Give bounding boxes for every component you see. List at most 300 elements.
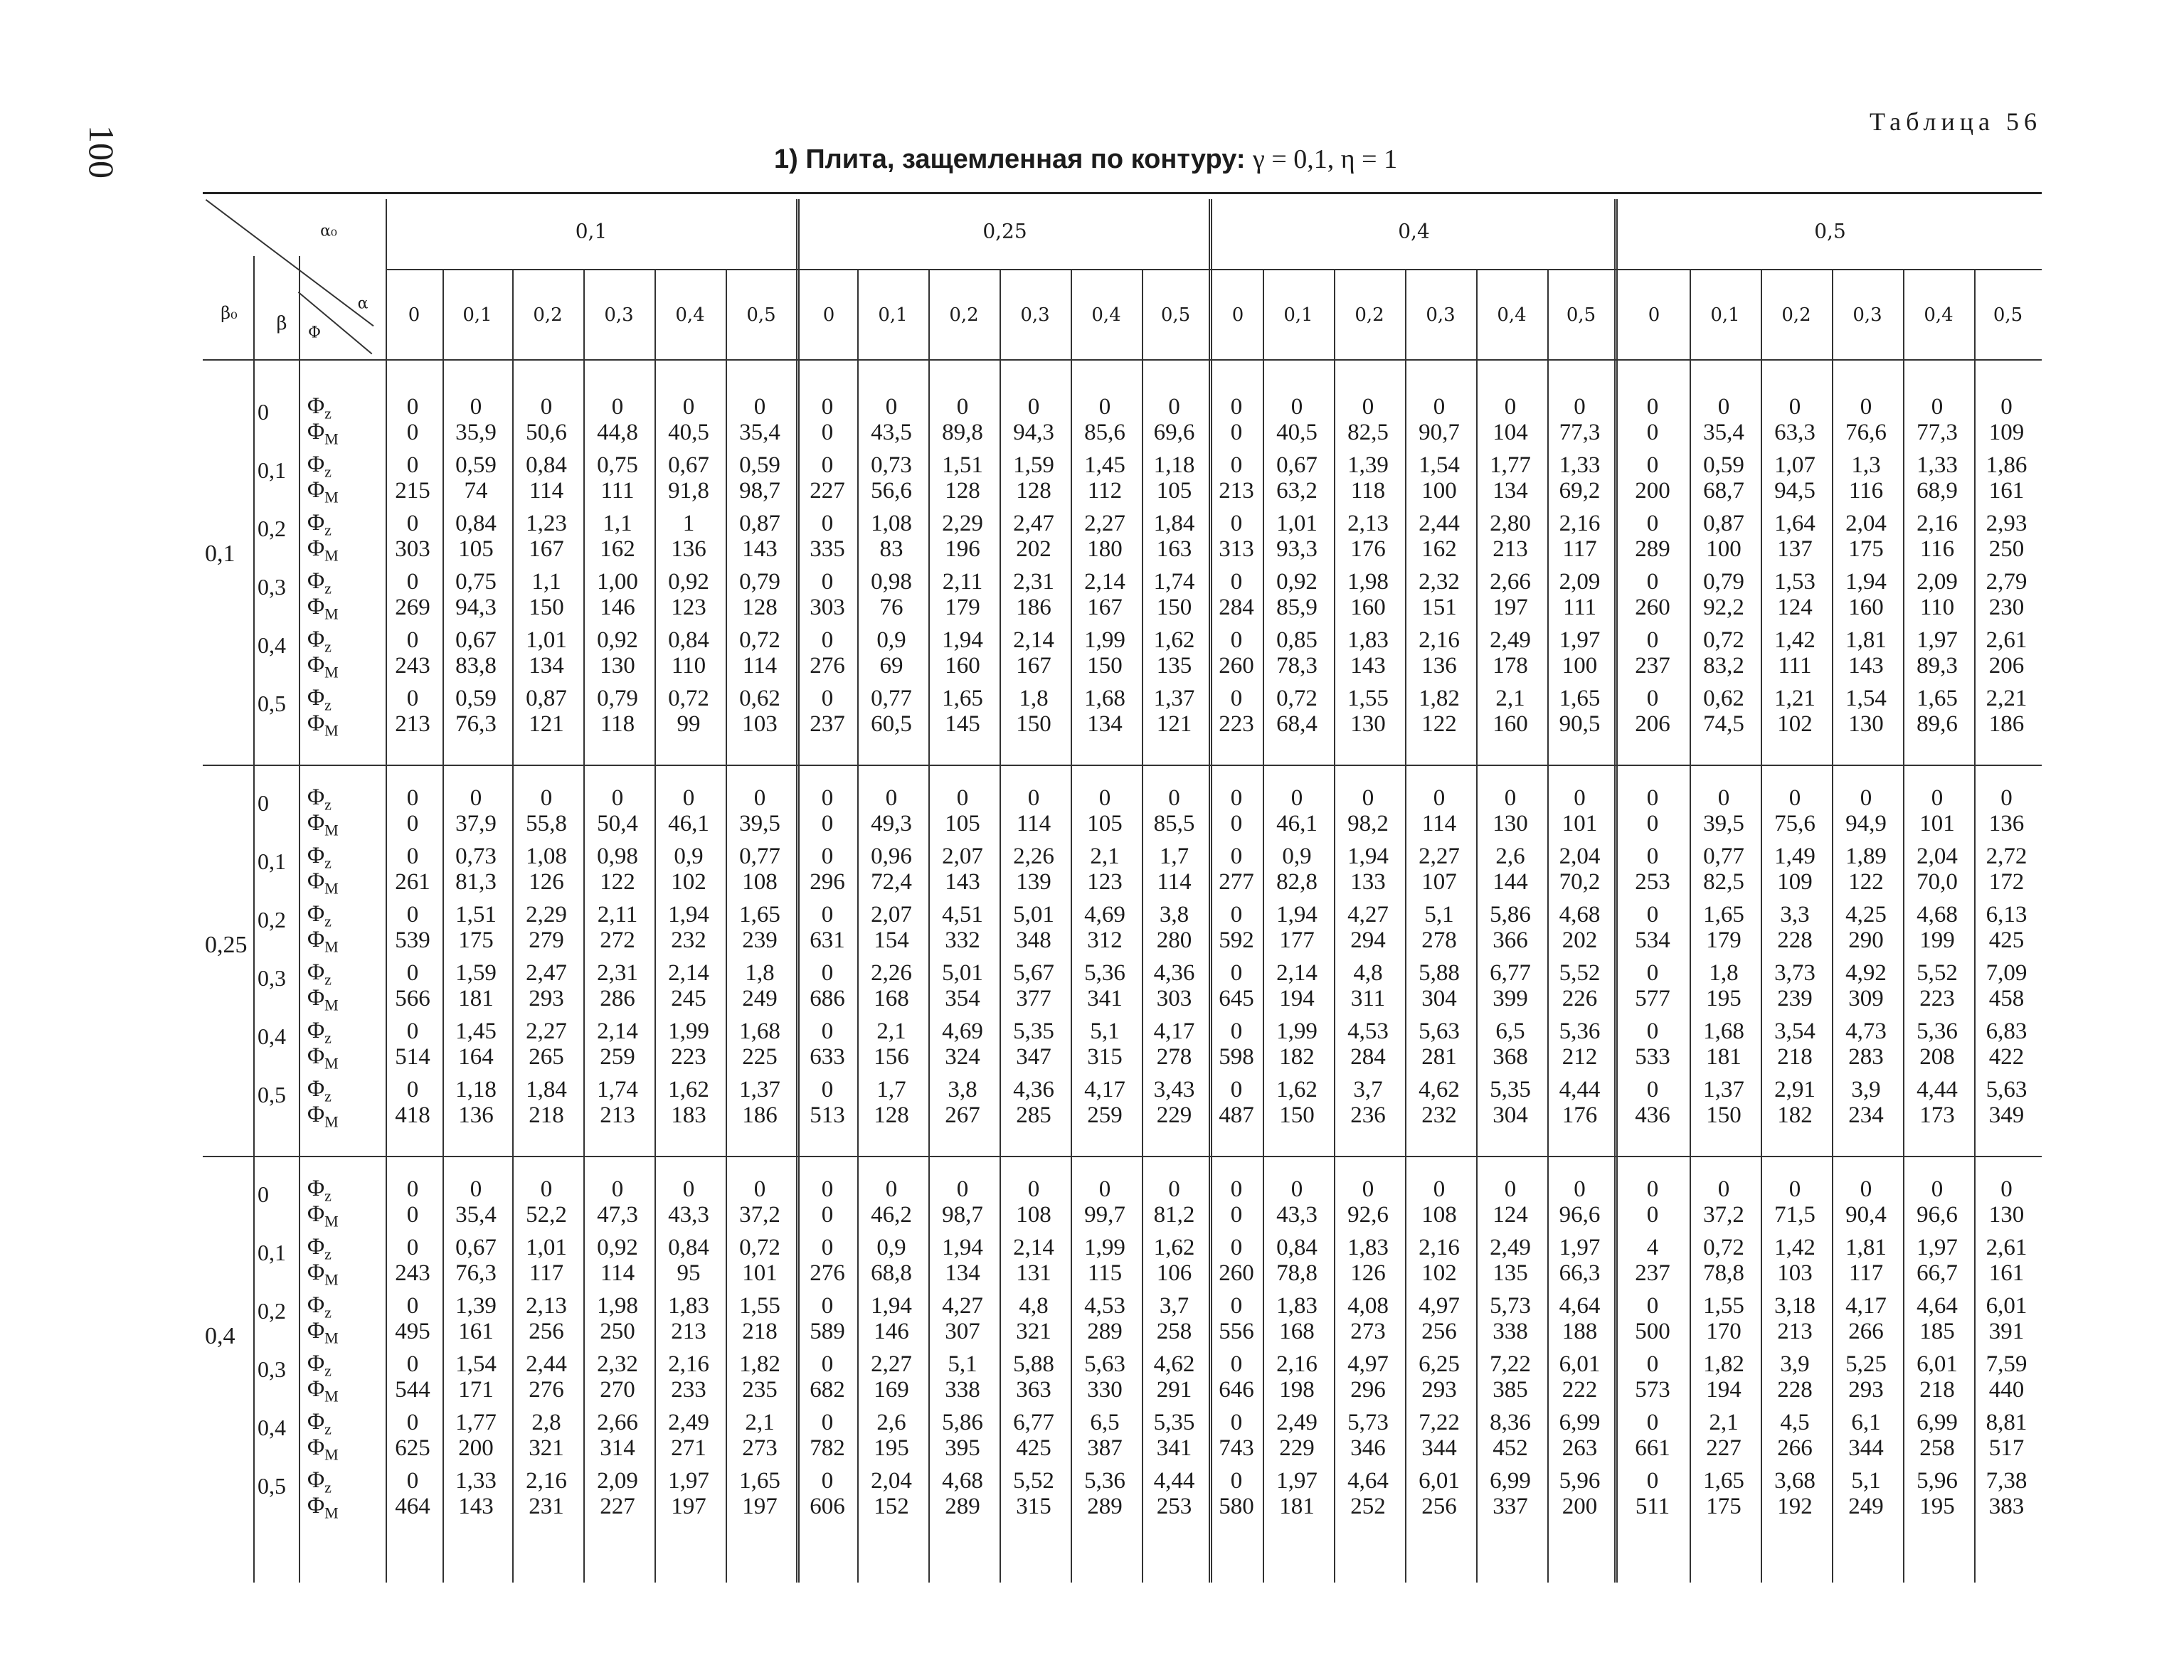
table-cell-z: 1,83 [1347, 627, 1389, 653]
table-cell-m: 256 [529, 1319, 564, 1344]
table-cell-m: 511 [1635, 1494, 1670, 1519]
table-cell-z: 1,01 [526, 627, 567, 653]
table-cell-z: 0 [406, 452, 419, 478]
table-cell-m: 101 [1919, 811, 1955, 836]
table-cell-z: 0 [1098, 785, 1111, 811]
table-cell-z: 1,55 [1703, 1293, 1744, 1319]
table-cell-m: 646 [1219, 1377, 1254, 1403]
table-cell-z: 0 [1788, 1176, 1801, 1202]
table-cell-z: 0 [1230, 569, 1243, 595]
table-cell-z: 0 [611, 785, 624, 811]
table-cell-m: 130 [1350, 711, 1386, 737]
function-label-phi-z: $\Phi_z$ [307, 452, 332, 481]
table-cell-z: 1,07 [1774, 452, 1815, 478]
table-cell-z: 0,73 [871, 452, 912, 478]
table-cell-z: 6,83 [1986, 1019, 2027, 1044]
table-cell-z: 1,1 [531, 569, 561, 595]
table-cell-z: 5,35 [1153, 1410, 1195, 1435]
table-cell-z: 2,32 [597, 1351, 638, 1377]
function-label-phi-m: $\Phi_M$ [307, 985, 339, 1014]
function-label-phi-z: $\Phi_z$ [307, 1409, 332, 1438]
table-cell-z: 2,6 [1495, 844, 1525, 869]
table-cell-m: 235 [742, 1377, 778, 1403]
table-cell-m: 150 [1087, 653, 1123, 679]
alpha0-value-1: 0,25 [982, 219, 1027, 243]
column-rule-1-4 [1071, 269, 1072, 1583]
table-cell-m: 123 [671, 595, 706, 620]
alpha-value-1-3: 0,3 [1020, 304, 1050, 326]
function-label-phi-m: $\Phi_M$ [307, 1435, 339, 1464]
table-cell-z: 1,82 [1703, 1351, 1744, 1377]
table-cell-m: 633 [810, 1044, 845, 1070]
table-cell-z: 0 [821, 569, 834, 595]
table-cell-z: 0 [1717, 394, 1730, 420]
table-cell-m: 289 [1635, 536, 1670, 562]
table-cell-z: 2,16 [1419, 627, 1460, 653]
table-cell-z: 0 [1574, 785, 1586, 811]
table-cell-z: 0 [821, 627, 834, 653]
first-data-column-rule [386, 199, 387, 1583]
block-separator-1 [796, 199, 800, 1583]
table-cell-z: 1,98 [1347, 569, 1389, 595]
table-cell-m: 175 [458, 927, 494, 953]
beta-label-2-4: 0,4 [258, 1415, 286, 1440]
table-cell-z: 1,77 [455, 1410, 497, 1435]
table-cell-m: 186 [742, 1102, 778, 1128]
table-cell-m: 162 [600, 536, 635, 562]
beta-label-2-5: 0,5 [258, 1473, 286, 1499]
table-cell-z: 0 [1230, 1293, 1243, 1319]
table-cell-m: 71,5 [1774, 1202, 1815, 1228]
table-cell-z: 1,00 [597, 569, 638, 595]
table-cell-z: 6,99 [1917, 1410, 1958, 1435]
table-cell-m: 105 [945, 811, 980, 836]
table-cell-m: 123 [1087, 869, 1123, 895]
table-cell-m: 37,2 [1703, 1202, 1744, 1228]
block-separator-3 [1614, 199, 1618, 1583]
column-rule-3-5 [1974, 269, 1976, 1583]
table-cell-z: 5,86 [1490, 902, 1531, 927]
table-cell-m: 227 [600, 1494, 635, 1519]
table-cell-m: 253 [1156, 1494, 1192, 1519]
table-cell-z: 4,17 [1845, 1293, 1887, 1319]
table-cell-z: 2,04 [1917, 844, 1958, 869]
table-cell-m: 92,6 [1347, 1202, 1389, 1228]
table-cell-m: 150 [1156, 595, 1192, 620]
table-cell-z: 0 [406, 1176, 419, 1202]
table-cell-m: 136 [458, 1102, 494, 1128]
table-cell-m: 40,5 [668, 420, 709, 445]
table-cell-z: 1,94 [1845, 569, 1887, 595]
table-cell-z: 2,49 [668, 1410, 709, 1435]
table-cell-m: 145 [945, 711, 980, 737]
table-cell-m: 625 [395, 1435, 430, 1461]
table-cell-m: 273 [742, 1435, 778, 1461]
alpha-value-1-1: 0,1 [878, 304, 908, 326]
table-cell-m: 68,9 [1917, 478, 1958, 504]
column-rule-0-3 [583, 269, 585, 1583]
table-cell-z: 1,77 [1490, 452, 1531, 478]
table-cell-m: 249 [742, 986, 778, 1011]
table-cell-z: 0 [821, 960, 834, 986]
table-cell-m: 418 [395, 1102, 430, 1128]
table-cell-m: 100 [1706, 536, 1742, 562]
table-cell-m: 293 [1421, 1377, 1457, 1403]
table-cell-z: 0 [1931, 394, 1944, 420]
table-cell-z: 1,18 [1153, 452, 1195, 478]
table-cell-m: 0 [1230, 420, 1243, 445]
table-cell-z: 5,36 [1084, 960, 1125, 986]
header-rule-bottom [203, 359, 2042, 361]
table-cell-z: 2,27 [1084, 511, 1125, 536]
table-cell-z: 2,04 [1845, 511, 1887, 536]
table-cell-m: 182 [1279, 1044, 1315, 1070]
table-cell-m: 197 [671, 1494, 706, 1519]
alpha-value-0-0: 0 [408, 304, 420, 326]
table-cell-m: 303 [810, 595, 845, 620]
table-cell-m: 782 [810, 1435, 845, 1461]
table-cell-m: 76,3 [455, 711, 497, 737]
table-cell-m: 77,3 [1559, 420, 1601, 445]
table-cell-m: 121 [529, 711, 564, 737]
table-cell-z: 1,39 [455, 1293, 497, 1319]
table-cell-m: 40,5 [1276, 420, 1318, 445]
table-cell-m: 69,2 [1559, 478, 1601, 504]
table-cell-z: 3,9 [1780, 1351, 1810, 1377]
table-cell-m: 197 [1493, 595, 1528, 620]
table-cell-m: 344 [1421, 1435, 1457, 1461]
table-cell-z: 5,96 [1559, 1468, 1601, 1494]
table-cell-m: 150 [1279, 1102, 1315, 1128]
table-cell-z: 0 [1230, 844, 1243, 869]
table-cell-m: 82,5 [1703, 869, 1744, 895]
table-cell-m: 252 [1350, 1494, 1386, 1519]
table-cell-m: 277 [1219, 869, 1254, 895]
table-cell-z: 3,9 [1851, 1077, 1881, 1102]
table-cell-m: 283 [1848, 1044, 1884, 1070]
table-cell-m: 577 [1635, 986, 1670, 1011]
table-cell-m: 354 [945, 986, 980, 1011]
table-cell-z: 7,22 [1419, 1410, 1460, 1435]
table-cell-z: 2,47 [526, 960, 567, 986]
column-rule-2-5 [1547, 269, 1549, 1583]
table-cell-m: 237 [1635, 653, 1670, 679]
table-cell-z: 4,8 [1019, 1293, 1049, 1319]
table-cell-z: 1,94 [942, 1235, 983, 1260]
table-cell-m: 258 [1919, 1435, 1955, 1461]
table-cell-z: 1,59 [455, 960, 497, 986]
table-cell-z: 0 [1646, 1410, 1659, 1435]
table-cell-z: 0 [1646, 511, 1659, 536]
table-cell-z: 0 [1230, 1468, 1243, 1494]
table-cell-z: 0 [1646, 844, 1659, 869]
table-cell-m: 183 [671, 1102, 706, 1128]
table-cell-m: 74,5 [1703, 711, 1744, 737]
function-label-phi-m: $\Phi_M$ [307, 477, 339, 506]
table-cell-z: 0 [1433, 785, 1446, 811]
table-cell-z: 0 [406, 844, 419, 869]
table-cell-m: 121 [1156, 711, 1192, 737]
table-cell-m: 366 [1493, 927, 1528, 953]
beta-label-1-2: 0,2 [258, 907, 286, 932]
table-cell-m: 143 [458, 1494, 494, 1519]
table-cell-m: 399 [1493, 986, 1528, 1011]
table-cell-m: 631 [810, 927, 845, 953]
table-cell-m: 315 [1016, 1494, 1051, 1519]
table-cell-m: 43,3 [668, 1202, 709, 1228]
table-cell-m: 130 [1988, 1202, 2025, 1228]
table-cell-z: 4,64 [1347, 1468, 1389, 1494]
table-cell-z: 0,87 [739, 511, 780, 536]
table-cell-m: 307 [945, 1319, 980, 1344]
table-cell-z: 2,09 [1559, 569, 1601, 595]
table-cell-z: 1,42 [1774, 1235, 1815, 1260]
alpha-value-2-5: 0,5 [1566, 304, 1596, 326]
header-rule-mid [386, 269, 2042, 270]
function-label-phi-z: $\Phi_z$ [307, 685, 332, 714]
alpha-value-3-5: 0,5 [1993, 304, 2023, 326]
table-cell-z: 1,37 [1153, 686, 1195, 711]
table-cell-z: 0,72 [739, 627, 780, 653]
table-cell-m: 225 [742, 1044, 778, 1070]
table-cell-m: 94,3 [1013, 420, 1054, 445]
table-cell-m: 164 [458, 1044, 494, 1070]
function-label-phi-z: $\Phi_z$ [307, 1234, 332, 1263]
caption-formula: γ = 0,1, η = 1 [1253, 144, 1398, 174]
table-cell-z: 1 [682, 511, 695, 536]
table-cell-z: 3,8 [948, 1077, 977, 1102]
table-cell-z: 0 [1860, 785, 1872, 811]
table-cell-m: 112 [1087, 478, 1123, 504]
table-cell-m: 76,3 [455, 1260, 497, 1286]
table-cell-z: 4,97 [1347, 1351, 1389, 1377]
table-cell-m: 35,4 [455, 1202, 497, 1228]
table-cell-m: 229 [1279, 1435, 1315, 1461]
table-cell-z: 5,36 [1917, 1019, 1958, 1044]
table-cell-z: 0,67 [1276, 452, 1318, 478]
table-cell-m: 208 [1919, 1044, 1955, 1070]
table-cell-m: 311 [1350, 986, 1386, 1011]
table-cell-m: 194 [1706, 1377, 1742, 1403]
table-cell-z: 0 [821, 1468, 834, 1494]
table-cell-m: 43,3 [1276, 1202, 1318, 1228]
table-cell-m: 161 [1988, 478, 2025, 504]
function-label-phi-z: $\Phi_z$ [307, 393, 332, 422]
table-cell-z: 1,54 [455, 1351, 497, 1377]
table-cell-z: 4,62 [1419, 1077, 1460, 1102]
table-cell-m: 226 [1562, 986, 1598, 1011]
table-cell-z: 0 [2000, 1176, 2013, 1202]
function-label-phi-m: $\Phi_M$ [307, 1102, 339, 1131]
table-cell-z: 5,52 [1013, 1468, 1054, 1494]
table-cell-z: 0,72 [1703, 627, 1744, 653]
table-cell-z: 0 [406, 785, 419, 811]
column-rule-0-5 [726, 269, 727, 1583]
table-cell-z: 4,53 [1347, 1019, 1389, 1044]
table-cell-m: 231 [529, 1494, 564, 1519]
table-cell-m: 243 [395, 1260, 430, 1286]
table-cell-m: 128 [742, 595, 778, 620]
table-cell-m: 134 [945, 1260, 980, 1286]
table-cell-m: 77,3 [1917, 420, 1958, 445]
table-cell-z: 0 [1027, 1176, 1040, 1202]
table-cell-z: 5,88 [1419, 960, 1460, 986]
table-cell-m: 181 [1279, 1494, 1315, 1519]
column-rule-2-2 [1334, 269, 1335, 1583]
table-cell-m: 259 [1087, 1102, 1123, 1128]
table-cell-z: 0 [1646, 1176, 1659, 1202]
table-cell-z: 1,01 [526, 1235, 567, 1260]
table-cell-m: 50,6 [526, 420, 567, 445]
table-cell-m: 281 [1421, 1044, 1457, 1070]
table-cell-m: 136 [1421, 653, 1457, 679]
table-cell-z: 1,94 [871, 1293, 912, 1319]
table-cell-z: 0 [1168, 394, 1180, 420]
table-cell-z: 1,3 [1851, 452, 1881, 478]
table-cell-m: 202 [1016, 536, 1051, 562]
table-cell-m: 176 [1350, 536, 1386, 562]
table-cell-m: 290 [1848, 927, 1884, 953]
table-cell-m: 143 [1350, 653, 1386, 679]
table-cell-m: 383 [1988, 1494, 2025, 1519]
table-cell-z: 1,59 [1013, 452, 1054, 478]
table-cell-m: 223 [1219, 711, 1254, 737]
table-cell-m: 682 [810, 1377, 845, 1403]
table-cell-m: 108 [742, 869, 778, 895]
beta-header-label: β [276, 313, 287, 334]
table-cell-m: 118 [600, 711, 635, 737]
table-cell-z: 1,81 [1845, 1235, 1887, 1260]
table-cell-m: 464 [395, 1494, 430, 1519]
table-cell-m: 0 [1646, 811, 1659, 836]
table-cell-m: 52,2 [526, 1202, 567, 1228]
table-cell-m: 110 [671, 653, 706, 679]
table-cell-m: 276 [810, 1260, 845, 1286]
table-cell-m: 131 [1016, 1260, 1051, 1286]
table-cell-z: 0 [1646, 1019, 1659, 1044]
table-cell-z: 1,82 [739, 1351, 780, 1377]
table-cell-m: 289 [945, 1494, 980, 1519]
table-cell-z: 0,77 [1703, 844, 1744, 869]
table-cell-z: 0 [540, 785, 553, 811]
table-cell-m: 534 [1635, 927, 1670, 953]
table-cell-m: 206 [1988, 653, 2025, 679]
table-cell-m: 172 [1988, 869, 2025, 895]
table-cell-z: 6,25 [1419, 1351, 1460, 1377]
table-cell-m: 271 [671, 1435, 706, 1461]
table-cell-m: 265 [529, 1044, 564, 1070]
table-cell-z: 4,36 [1013, 1077, 1054, 1102]
beta0-label-0: 0,1 [205, 541, 235, 567]
table-cell-m: 195 [1706, 986, 1742, 1011]
table-cell-z: 0 [1646, 902, 1659, 927]
table-cell-z: 0,79 [597, 686, 638, 711]
table-cell-m: 124 [1493, 1202, 1528, 1228]
table-cell-z: 0 [540, 394, 553, 420]
table-cell-z: 0,85 [1276, 627, 1318, 653]
table-cell-z: 1,83 [1276, 1293, 1318, 1319]
table-cell-z: 1,18 [455, 1077, 497, 1102]
table-cell-z: 2,27 [1419, 844, 1460, 869]
table-cell-m: 181 [1706, 1044, 1742, 1070]
table-cell-m: 82,8 [1276, 869, 1318, 895]
table-cell-z: 1,62 [1276, 1077, 1318, 1102]
table-cell-m: 160 [945, 653, 980, 679]
table-cell-z: 1,1 [603, 511, 632, 536]
table-cell-m: 182 [1777, 1102, 1813, 1128]
table-cell-z: 0 [1230, 960, 1243, 986]
phi-header-label: Φ [307, 324, 322, 342]
table-cell-z: 2,72 [1986, 844, 2027, 869]
table-cell-z: 1,83 [668, 1293, 709, 1319]
table-cell-m: 114 [1421, 811, 1457, 836]
table-cell-m: 348 [1016, 927, 1051, 953]
table-cell-z: 0 [1230, 394, 1243, 420]
table-cell-z: 2,14 [597, 1019, 638, 1044]
table-cell-z: 0,59 [739, 452, 780, 478]
table-cell-m: 102 [1421, 1260, 1457, 1286]
table-cell-m: 94,3 [455, 595, 497, 620]
function-label-phi-z: $\Phi_z$ [307, 627, 332, 656]
function-label-phi-z: $\Phi_z$ [307, 568, 332, 597]
table-cell-z: 0 [1860, 394, 1872, 420]
table-cell-z: 0,92 [597, 627, 638, 653]
function-label-phi-m: $\Phi_M$ [307, 652, 339, 681]
table-cell-z: 0 [406, 1077, 419, 1102]
table-cell-m: 179 [1706, 927, 1742, 953]
table-cell-z: 1,65 [739, 902, 780, 927]
table-cell-m: 85,9 [1276, 595, 1318, 620]
table-cell-m: 103 [1777, 1260, 1813, 1286]
table-cell-m: 90,5 [1559, 711, 1601, 737]
table-cell-z: 0 [1574, 1176, 1586, 1202]
table-cell-m: 315 [1087, 1044, 1123, 1070]
table-cell-z: 1,97 [1917, 627, 1958, 653]
function-label-phi-z: $\Phi_z$ [307, 843, 332, 872]
table-cell-z: 0 [1230, 627, 1243, 653]
table-cell-z: 2,1 [1090, 844, 1120, 869]
table-cell-z: 2,49 [1276, 1410, 1318, 1435]
table-cell-m: 188 [1562, 1319, 1598, 1344]
table-cell-m: 272 [600, 927, 635, 953]
table-cell-z: 0 [1290, 394, 1303, 420]
function-label-phi-m: $\Phi_M$ [307, 711, 339, 740]
table-cell-z: 1,33 [455, 1468, 497, 1494]
table-cell-m: 198 [1279, 1377, 1315, 1403]
alpha-value-0-4: 0,4 [675, 304, 705, 326]
table-cell-m: 152 [874, 1494, 909, 1519]
table-cell-z: 4,68 [942, 1468, 983, 1494]
table-cell-z: 1,23 [526, 511, 567, 536]
table-cell-z: 1,99 [1276, 1019, 1318, 1044]
table-cell-m: 395 [945, 1435, 980, 1461]
caption-text: 1) Плита, защемленная по контуру: [774, 144, 1246, 174]
table-cell-z: 0 [2000, 785, 2013, 811]
alpha0-value-2: 0,4 [1398, 219, 1430, 243]
table-cell-m: 134 [1087, 711, 1123, 737]
table-cell-z: 0 [821, 452, 834, 478]
table-cell-z: 0 [1717, 785, 1730, 811]
function-label-phi-z: $\Phi_z$ [307, 1176, 332, 1205]
table-cell-z: 0,79 [739, 569, 780, 595]
table-cell-z: 0,87 [526, 686, 567, 711]
table-cell-m: 363 [1016, 1377, 1051, 1403]
function-label-phi-z: $\Phi_z$ [307, 901, 332, 930]
table-cell-z: 0,62 [739, 686, 780, 711]
table-cell-m: 314 [600, 1435, 635, 1461]
table-cell-z: 3,18 [1774, 1293, 1815, 1319]
table-cell-z: 5,01 [1013, 902, 1054, 927]
